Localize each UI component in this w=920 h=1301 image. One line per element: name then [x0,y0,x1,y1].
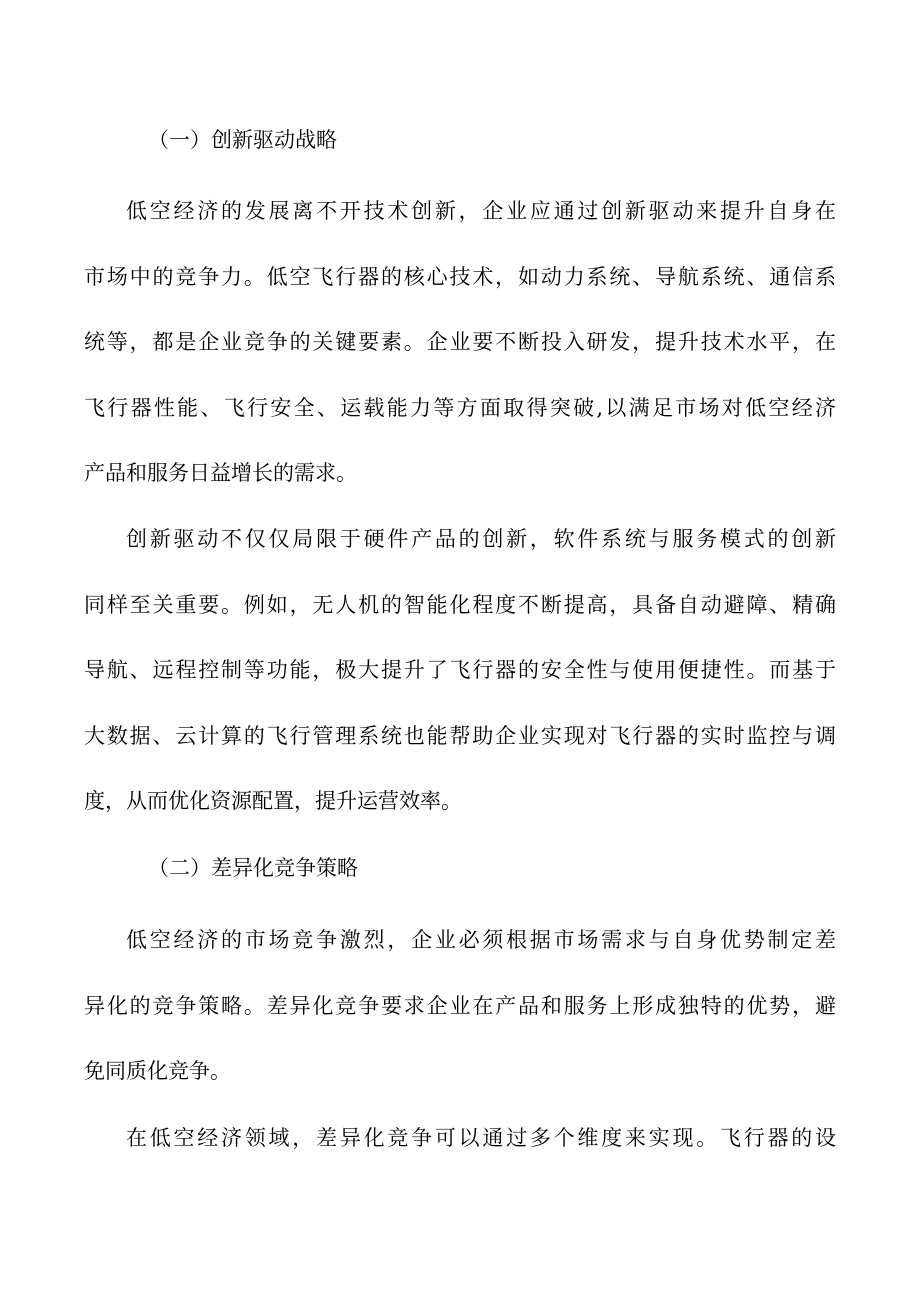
paragraph-2 [84,525,836,853]
paragraph-line: 低空经济的市场竞争激烈，企业必须根据市场需求与自身优势制定差 [126,928,836,952]
section-heading-1: （一）创新驱动战略 [148,128,337,152]
paragraph-line: 度，从而优化资源配置，提升运营效率。 [84,789,462,813]
paragraph-line: 低空经济的发展离不开技术创新，企业应通过创新驱动来提升自身在 [126,199,836,223]
paragraph-line: 市场中的竞争力。低空飞行器的核心技术，如动力系统、导航系统、通信系 [84,264,836,289]
paragraph-1 [84,197,836,525]
paragraph-line: 免同质化竞争。 [84,1059,231,1083]
paragraph-line: 产品和服务日益增长的需求。 [84,461,357,485]
paragraph-line: 创新驱动不仅仅局限于硬件产品的创新，软件系统与服务模式的创新 [126,527,836,551]
paragraph-line: 飞行器性能、飞行安全、运载能力等方面取得突破,以满足市场对低空经济 [84,395,836,420]
paragraph-line: 统等，都是企业竞争的关键要素。企业要不断投入研发，提升技术水平，在 [84,330,836,354]
section-heading-2: （二）差异化竞争策略 [148,856,358,880]
paragraph-line: 在低空经济领域，差异化竞争可以通过多个维度来实现。飞行器的设 [126,1126,836,1150]
paragraph-3 [84,926,836,1123]
paragraph-4 [84,1124,836,1190]
paragraph-line: 异化的竞争策略。差异化竞争要求企业在产品和服务上形成独特的优势，避 [84,993,836,1018]
paragraph-line: 同样至关重要。例如，无人机的智能化程度不断提高，具备自动避障、精确 [84,592,836,617]
paragraph-line: 大数据、云计算的飞行管理系统也能帮助企业实现对飞行器的实时监控与调 [84,723,836,748]
paragraph-line: 导航、远程控制等功能，极大提升了飞行器的安全性与使用便捷性。而基于 [84,658,836,682]
